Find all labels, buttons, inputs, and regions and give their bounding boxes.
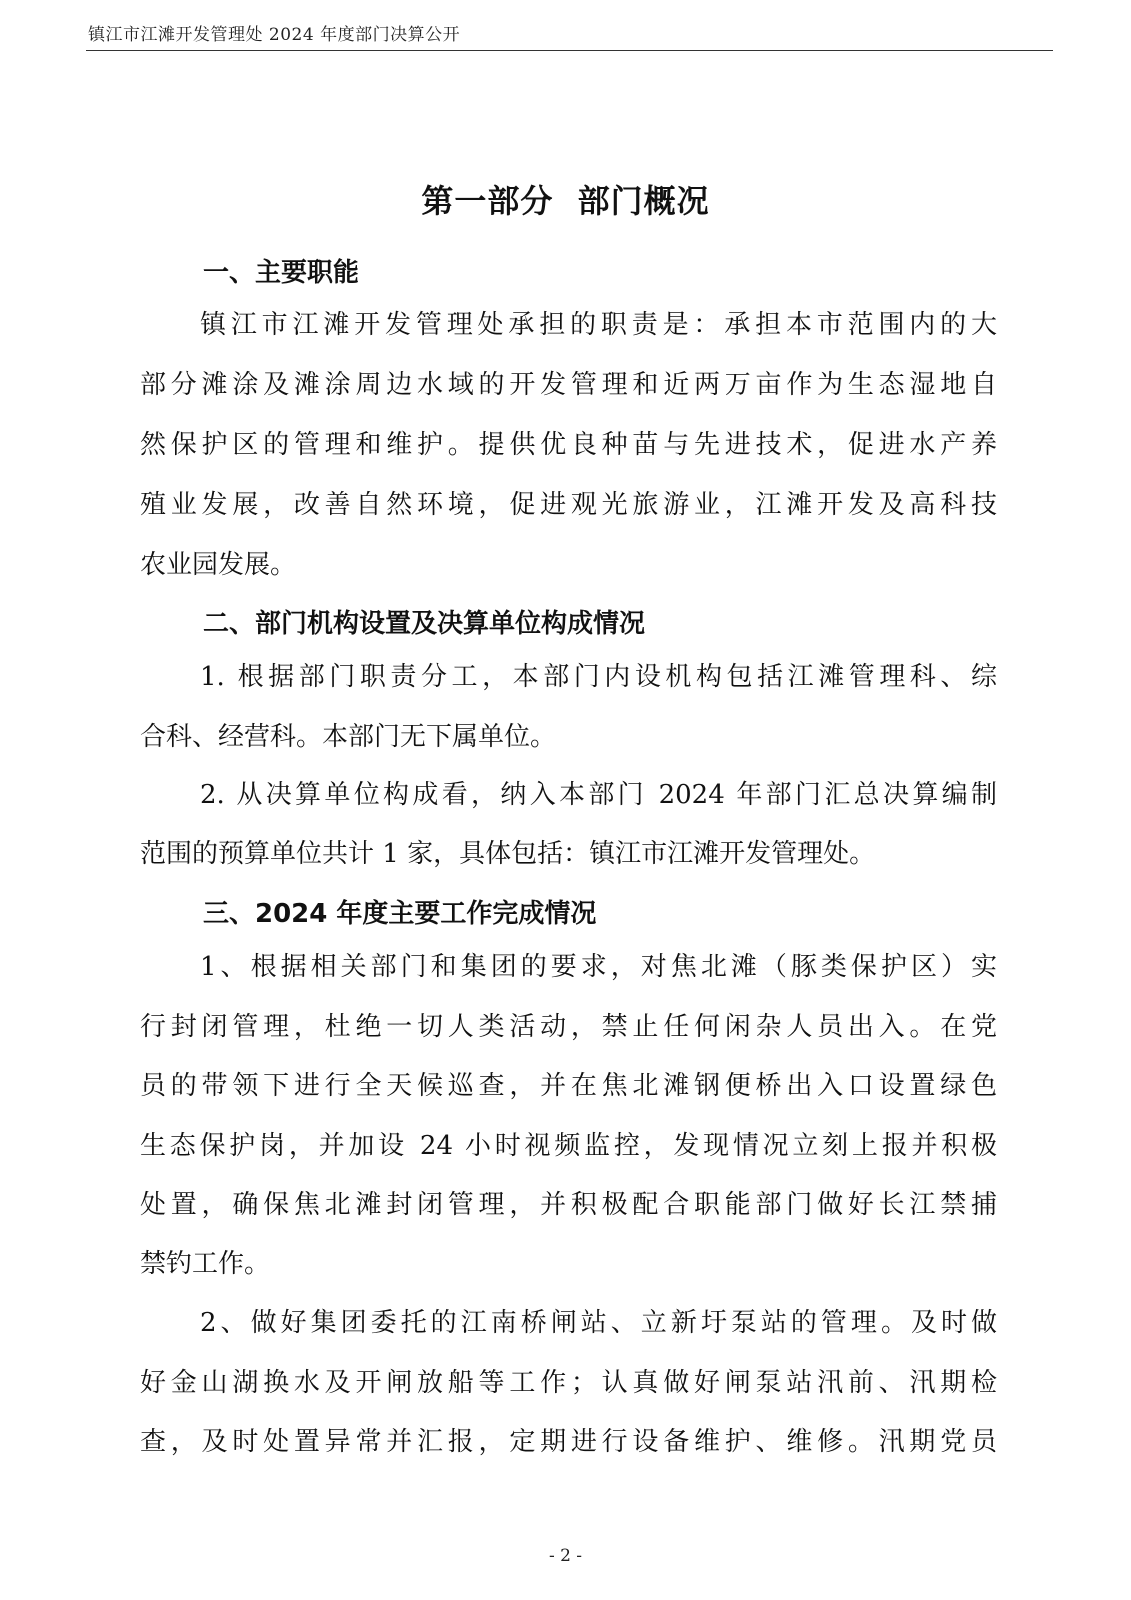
paragraph-line: 员的带领下进行全天候巡查，并在焦北滩钢便桥出入口设置绿色 — [140, 1071, 997, 1101]
running-header: 镇江市江滩开发管理处 2024 年度部门决算公开 — [88, 25, 461, 45]
section-heading-work-completion: 三、2024 年度主要工作完成情况 — [203, 899, 597, 929]
paragraph-line: 查，及时处置异常并汇报，定期进行设备维护、维修。汛期党员 — [140, 1427, 997, 1457]
paragraph-line: 合科、经营科。本部门无下属单位。 — [140, 722, 557, 752]
page-number: - 2 - — [548, 1546, 583, 1566]
paragraph-line: 然保护区的管理和维护。提供优良种苗与先进技术，促进水产养 — [140, 430, 997, 460]
paragraph-line: 部分滩涂及滩涂周边水域的开发管理和近两万亩作为生态湿地自 — [140, 370, 997, 400]
section-heading-organization: 二、部门机构设置及决算单位构成情况 — [203, 609, 646, 639]
paragraph-line: 范围的预算单位共计 1 家，具体包括：镇江市江滩开发管理处。 — [140, 839, 876, 869]
paragraph-line: 2. 从决算单位构成看，纳入本部门 2024 年部门汇总决算编制 — [200, 780, 997, 810]
paragraph-line: 1、根据相关部门和集团的要求，对焦北滩（豚类保护区）实 — [200, 952, 997, 982]
paragraph-line: 殖业发展，改善自然环境，促进观光旅游业，江滩开发及高科技 — [140, 490, 997, 520]
section-heading-main-functions: 一、主要职能 — [203, 258, 360, 288]
paragraph-line: 好金山湖换水及开闸放船等工作；认真做好闸泵站汛前、汛期检 — [140, 1368, 997, 1398]
paragraph-line: 禁钓工作。 — [140, 1249, 271, 1279]
paragraph-line: 镇江市江滩开发管理处承担的职责是：承担本市范围内的大 — [200, 310, 997, 340]
paragraph-line: 农业园发展。 — [140, 550, 297, 580]
paragraph-line: 生态保护岗，并加设 24 小时视频监控，发现情况立刻上报并积极 — [140, 1131, 997, 1161]
paragraph-line: 处置，确保焦北滩封闭管理，并积极配合职能部门做好长江禁捕 — [140, 1190, 997, 1220]
paragraph-line: 1. 根据部门职责分工，本部门内设机构包括江滩管理科、综 — [200, 662, 997, 692]
page-title: 第一部分 部门概况 — [421, 182, 710, 220]
paragraph-line: 行封闭管理，杜绝一切人类活动，禁止任何闲杂人员出入。在党 — [140, 1012, 997, 1042]
header-rule — [86, 50, 1053, 51]
paragraph-line: 2、做好集团委托的江南桥闸站、立新圩泵站的管理。及时做 — [200, 1308, 997, 1338]
